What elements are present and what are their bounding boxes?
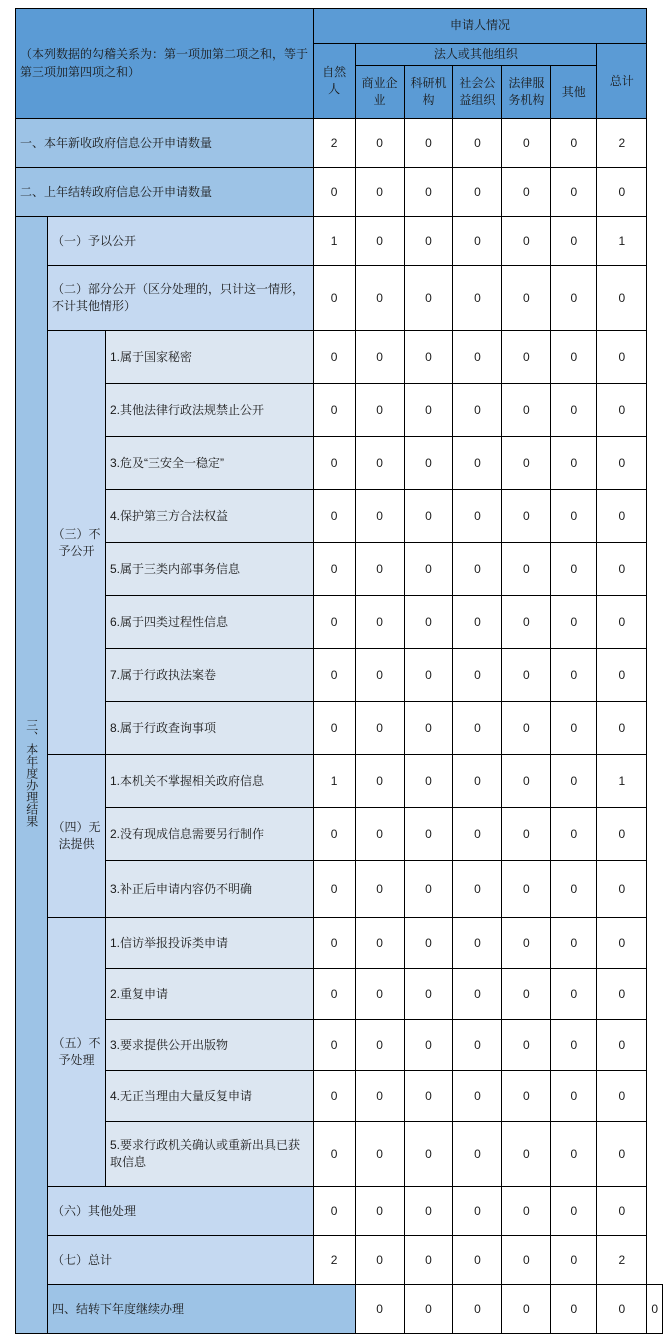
section-label-year-result [16,217,48,1334]
cell-value: 0 [355,1285,404,1334]
cell-value: 0 [355,437,404,490]
cell-value: 0 [597,168,647,217]
cell-value: 0 [404,861,453,918]
cell-value: 0 [597,861,647,918]
cell-value: 0 [453,1020,502,1071]
row-label-3-3-7: 7.属于行政执法案卷 [105,649,313,702]
table-row [16,1020,663,1071]
cell-value: 0 [453,1122,502,1187]
col-commercial-enterprise: 商业企业 [355,66,404,119]
cell-value: 0 [502,119,551,168]
table-row [16,1187,663,1236]
cell-value: 0 [502,969,551,1020]
cell-value: 0 [502,266,551,331]
cell-value: 0 [551,649,597,702]
cell-value: 0 [453,217,502,266]
cell-value: 0 [502,217,551,266]
cell-value: 0 [404,1285,453,1334]
cell-value: 0 [355,808,404,861]
cell-value: 0 [502,1071,551,1122]
row-label-3-3-3: 3.危及“三安全一稳定” [105,437,313,490]
cell-value: 0 [355,490,404,543]
table-row [16,702,663,755]
row-label-4: 四、结转下年度继续办理 [47,1285,355,1334]
table-row [16,918,663,969]
applicant-group-header: 申请人情况 [313,9,647,44]
row-label-3-5-5: 5.要求行政机关确认或重新出具已获取信息 [105,1122,313,1187]
cell-value: 0 [404,266,453,331]
cell-value: 2 [597,119,647,168]
cell-value: 0 [502,168,551,217]
cell-value: 0 [551,1071,597,1122]
cell-value: 0 [404,384,453,437]
row-label-3-3-2: 2.其他法律行政法规禁止公开 [105,384,313,437]
col-legal-entity-group: 法人或其他组织 [355,44,597,66]
cell-value: 0 [597,490,647,543]
cell-value: 0 [404,331,453,384]
cell-value: 0 [313,969,355,1020]
cell-value: 0 [313,1071,355,1122]
cell-value: 0 [551,1122,597,1187]
cell-value: 0 [551,596,597,649]
cell-value: 0 [355,649,404,702]
cell-value: 0 [502,543,551,596]
cell-value: 0 [453,918,502,969]
cell-value: 0 [502,331,551,384]
cell-value: 0 [551,266,597,331]
table-row [16,490,663,543]
table-row [16,217,663,266]
cell-value: 0 [404,119,453,168]
table-row [16,1071,663,1122]
cell-value: 0 [453,861,502,918]
cell-value: 0 [502,1122,551,1187]
cell-value: 0 [502,1187,551,1236]
cell-value: 0 [404,217,453,266]
cell-value: 0 [313,543,355,596]
table-row [16,543,663,596]
cell-value: 0 [597,1122,647,1187]
cell-value: 0 [404,1020,453,1071]
cell-value: 0 [453,168,502,217]
cell-value: 0 [404,596,453,649]
cell-value: 0 [453,969,502,1020]
cell-value: 0 [313,384,355,437]
group-label-not-disclose: （三）不予公开 [47,331,105,755]
cell-value: 2 [597,1236,647,1285]
cell-value: 0 [313,437,355,490]
cell-value: 0 [502,755,551,808]
cell-value: 0 [313,1020,355,1071]
cell-value: 0 [404,437,453,490]
cell-value: 0 [313,596,355,649]
row-label-3-4-2: 2.没有现成信息需要另行制作 [105,808,313,861]
cell-value: 0 [355,1020,404,1071]
cell-value: 0 [404,1236,453,1285]
cell-value: 0 [453,1236,502,1285]
col-public-welfare-org: 社会公益组织 [453,66,502,119]
cell-value: 0 [551,918,597,969]
cell-value: 0 [313,702,355,755]
table-row [16,437,663,490]
cell-value: 0 [313,1122,355,1187]
cell-value: 1 [313,755,355,808]
cell-value: 0 [502,1285,551,1334]
cell-value: 0 [597,1071,647,1122]
cell-value: 0 [551,1020,597,1071]
table-row [16,119,663,168]
cell-value: 0 [355,331,404,384]
cell-value: 0 [597,437,647,490]
row-label-3-7: （七）总计 [47,1236,313,1285]
cell-value: 0 [597,384,647,437]
cell-value: 0 [404,490,453,543]
cell-value: 0 [551,543,597,596]
cell-value: 0 [355,969,404,1020]
cell-value: 0 [313,266,355,331]
table-row [16,1285,663,1334]
cell-value: 0 [313,331,355,384]
cell-value: 0 [502,1236,551,1285]
cell-value: 0 [597,918,647,969]
cell-value: 0 [551,702,597,755]
table-row [16,168,663,217]
cell-value: 0 [597,543,647,596]
cell-value: 0 [551,384,597,437]
cell-value: 0 [597,1020,647,1071]
cell-value: 0 [597,969,647,1020]
table-row [16,266,663,331]
cell-value: 0 [551,755,597,808]
row-label-3-2: （二）部分公开（区分处理的，只计这一情形，不计其他情形） [47,266,313,331]
row-label-3-3-4: 4.保护第三方合法权益 [105,490,313,543]
col-natural-person: 自然人 [313,44,355,119]
cell-value: 0 [355,543,404,596]
cell-value: 0 [355,918,404,969]
cell-value: 0 [551,119,597,168]
row-label-3-1: （一）予以公开 [47,217,313,266]
cell-value: 0 [313,918,355,969]
cell-value: 0 [404,1187,453,1236]
cell-value: 0 [551,490,597,543]
cell-value: 0 [502,702,551,755]
cell-value: 0 [551,808,597,861]
cell-value: 0 [551,437,597,490]
cell-value: 0 [551,168,597,217]
cell-value: 0 [597,702,647,755]
cell-value: 0 [453,1187,502,1236]
balance-note: （本列数据的勾稽关系为：第一项加第二项之和，等于第三项加第四项之和） [16,9,314,119]
cell-value: 0 [404,702,453,755]
cell-value: 0 [404,918,453,969]
row-label-3-3-5: 5.属于三类内部事务信息 [105,543,313,596]
cell-value: 2 [313,1236,355,1285]
cell-value: 0 [453,266,502,331]
cell-value: 0 [404,969,453,1020]
row-label-3-3-6: 6.属于四类过程性信息 [105,596,313,649]
cell-value: 0 [453,702,502,755]
cell-value: 0 [453,119,502,168]
table-row [16,755,663,808]
cell-value: 0 [597,808,647,861]
cell-value: 1 [313,217,355,266]
cell-value: 0 [551,1236,597,1285]
cell-value: 0 [551,969,597,1020]
cell-value: 0 [313,649,355,702]
cell-value: 0 [502,490,551,543]
col-other: 其他 [551,66,597,119]
cell-value: 0 [404,1122,453,1187]
cell-value: 0 [313,808,355,861]
row-label-2: 二、上年结转政府信息公开申请数量 [16,168,314,217]
cell-value: 0 [355,755,404,808]
cell-value: 0 [551,1187,597,1236]
group-label-cannot-provide: （四）无法提供 [47,755,105,918]
row-label-3-5-2: 2.重复申请 [105,969,313,1020]
cell-value: 0 [355,702,404,755]
row-label-3-5-1: 1.信访举报投诉类申请 [105,918,313,969]
row-label-3-4-1: 1.本机关不掌握相关政府信息 [105,755,313,808]
cell-value: 0 [404,649,453,702]
cell-value: 0 [597,266,647,331]
cell-value: 0 [502,649,551,702]
cell-value: 0 [453,490,502,543]
cell-value: 0 [453,1071,502,1122]
cell-value: 0 [404,1071,453,1122]
cell-value: 0 [502,861,551,918]
col-total: 总计 [597,44,647,119]
cell-value: 0 [355,596,404,649]
cell-value: 0 [355,861,404,918]
cell-value: 0 [453,596,502,649]
table-row [16,861,663,918]
cell-value: 0 [502,1020,551,1071]
cell-value: 0 [355,1187,404,1236]
cell-value: 0 [355,168,404,217]
cell-value: 0 [551,331,597,384]
cell-value: 0 [355,217,404,266]
cell-value: 0 [404,755,453,808]
cell-value: 0 [453,649,502,702]
cell-value: 0 [355,384,404,437]
row-label-3-3-1: 1.属于国家秘密 [105,331,313,384]
cell-value: 0 [502,384,551,437]
table-row [16,1236,663,1285]
table-row [16,384,663,437]
cell-value: 0 [355,1071,404,1122]
cell-value: 0 [502,808,551,861]
cell-value: 0 [502,437,551,490]
header-row-1 [16,9,663,44]
group-label-no-handle: （五）不予处理 [47,918,105,1187]
table-row [16,1122,663,1187]
col-legal-service-org: 法律服务机构 [502,66,551,119]
cell-value: 0 [502,918,551,969]
row-label-3-6: （六）其他处理 [47,1187,313,1236]
table-row [16,969,663,1020]
cell-value: 0 [597,331,647,384]
cell-value: 0 [453,1285,502,1334]
cell-value: 0 [355,1122,404,1187]
row-label-3-5-3: 3.要求提供公开出版物 [105,1020,313,1071]
cell-value: 0 [597,1285,647,1334]
row-label-3-5-4: 4.无正当理由大量反复申请 [105,1071,313,1122]
statistics-page [0,8,663,1314]
cell-value: 0 [313,168,355,217]
cell-value: 0 [453,543,502,596]
cell-value: 0 [453,331,502,384]
cell-value: 0 [453,437,502,490]
cell-value: 0 [355,266,404,331]
table-row [16,649,663,702]
table-row [16,331,663,384]
cell-value: 0 [404,543,453,596]
col-research-institution: 科研机构 [404,66,453,119]
cell-value: 0 [502,596,551,649]
row-label-1: 一、本年新收政府信息公开申请数量 [16,119,314,168]
cell-value: 0 [453,808,502,861]
table-row [16,808,663,861]
cell-value: 0 [647,1285,663,1334]
cell-value: 0 [597,1187,647,1236]
cell-value: 0 [404,808,453,861]
cell-value: 0 [313,861,355,918]
cell-value: 0 [597,596,647,649]
cell-value: 0 [551,1285,597,1334]
cell-value: 2 [313,119,355,168]
row-label-3-3-8: 8.属于行政查询事项 [105,702,313,755]
cell-value: 1 [597,217,647,266]
cell-value: 0 [597,649,647,702]
row-label-3-4-3: 3.补正后申请内容仍不明确 [105,861,313,918]
cell-value: 0 [355,1236,404,1285]
table-row [16,596,663,649]
cell-value: 0 [355,119,404,168]
cell-value: 0 [313,490,355,543]
cell-value: 0 [551,861,597,918]
cell-value: 0 [313,1187,355,1236]
cell-value: 0 [404,168,453,217]
section-label-text: 三、本年度办理结果 [24,718,39,827]
cell-value: 0 [551,217,597,266]
cell-value: 0 [453,384,502,437]
cell-value: 1 [597,755,647,808]
cell-value: 0 [453,755,502,808]
government-info-disclosure-table [15,8,663,1334]
